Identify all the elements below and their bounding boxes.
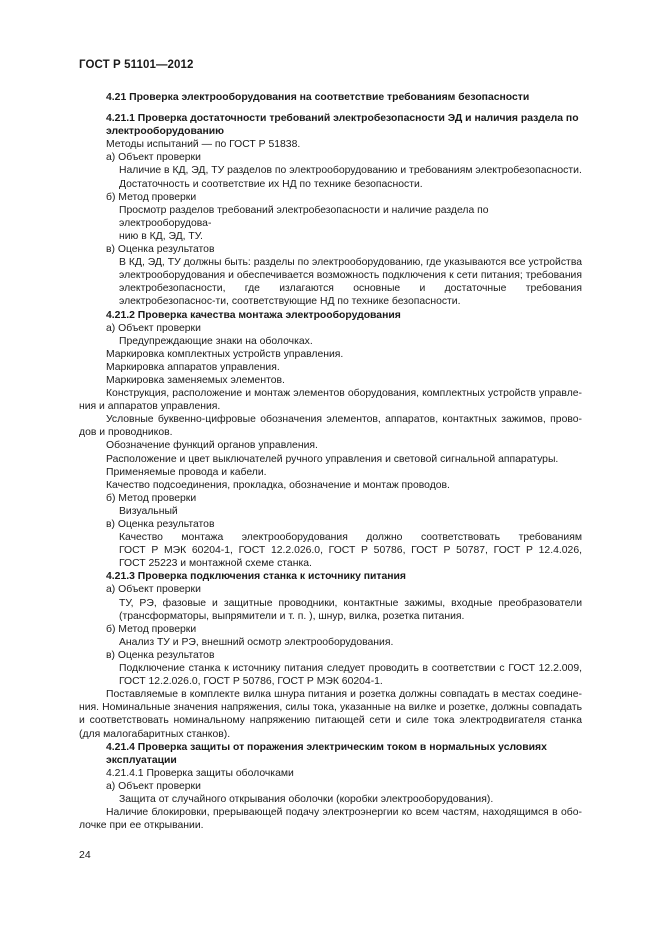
section-heading: эксплуатации bbox=[106, 754, 177, 766]
paragraph-line: В КД, ЭД, ТУ должны быть: разделы по электрооборудованию, где указываются все устройства электрооборудования и обеспечивается возможность подключения к сети питания; требования электробезопасности, где излагаются основные и достаточные требования электробезопаснос-ти, соответствующие НД по технике безопасности. bbox=[119, 257, 582, 308]
paragraph-line: в) Оценка результатов bbox=[106, 244, 215, 256]
section-heading: 4.21 Проверка электрооборудования на соответствие требованиям безопасности bbox=[106, 92, 530, 103]
paragraph-line: ТУ, РЭ, фазовые и защитные проводники, контактные зажимы, входные преобразователи (трансформаторы, выпрямители и т. п. ), шнур, вилка, розетка питания. bbox=[119, 597, 582, 622]
section-heading: 4.21.1 Проверка достаточности требований электробезопасности ЭД и наличия раздела по bbox=[106, 113, 579, 125]
paragraph-line: б) Метод проверки bbox=[106, 191, 197, 203]
paragraph-line: Методы испытаний — по ГОСТ Р 51838. bbox=[106, 139, 301, 151]
paragraph-line: ГОСТ 25223 и монтажной схеме станка. bbox=[119, 558, 312, 570]
paragraph-line: б) Метод проверки bbox=[106, 492, 197, 504]
paragraph-line: Анализ ТУ и РЭ, внешний осмотр электрооборудования. bbox=[119, 636, 394, 648]
section-heading: 4.21.2 Проверка качества монтажа электрооборудования bbox=[106, 309, 401, 321]
paragraph-line: а) Объект проверки bbox=[106, 322, 201, 334]
paragraph-line: Маркировка заменяемых элементов. bbox=[106, 374, 285, 386]
paragraph-line: нию в КД, ЭД, ТУ. bbox=[119, 230, 203, 242]
paragraph-line: Конструкция, расположение и монтаж элементов оборудования, комплектных устройств управле-ния и аппаратов управления. bbox=[79, 388, 582, 413]
paragraph-line: Качество подсоединения, прокладка, обозначение и монтаж проводов. bbox=[106, 479, 450, 491]
paragraph-line: Поставляемые в комплекте вилка шнура питания и розетка должны совпадать в местах соедине-ния. Номинальные значения напряжения, силы тока, указанные на вилке и розетке, должны совпадать и соответствовать номинальному напряжению питающей сети и силе тока электродвигателя станка (для малогабаритных станков). bbox=[79, 689, 582, 740]
paragraph-line: Маркировка комплектных устройств управления. bbox=[106, 348, 344, 360]
section-heading: электрооборудованию bbox=[106, 126, 225, 138]
paragraph-line: а) Объект проверки bbox=[106, 584, 201, 596]
paragraph-line: Просмотр разделов требований электробезопасности и наличие раздела по электрооборудова- bbox=[119, 204, 489, 229]
section-heading: 4.21.4 Проверка защиты от поражения электрическим током в нормальных условиях bbox=[106, 741, 547, 753]
paragraph-line: Обозначение функций органов управления. bbox=[106, 440, 318, 452]
paragraph-line: 4.21.4.1 Проверка защиты оболочками bbox=[106, 767, 294, 779]
paragraph-line: Маркировка аппаратов управления. bbox=[106, 361, 280, 373]
page-number: 24 bbox=[79, 849, 91, 861]
document-body bbox=[79, 91, 582, 832]
spacer bbox=[79, 104, 582, 112]
paragraph-line: Применяемые провода и кабели. bbox=[106, 466, 267, 478]
paragraph-line: Наличие блокировки, прерывающей подачу электроэнергии ко всем частям, находящимся в обо-лочке при ее открывании. bbox=[79, 807, 582, 832]
paragraph-line: в) Оценка результатов bbox=[106, 519, 215, 530]
paragraph-line: б) Метод проверки bbox=[106, 623, 197, 635]
paragraph-line: Расположение и цвет выключателей ручного управления и световой сигнальной аппаратуры. bbox=[106, 453, 559, 465]
paragraph-line: в) Оценка результатов bbox=[106, 649, 215, 661]
document-header: ГОСТ Р 51101—2012 bbox=[79, 59, 194, 71]
paragraph-line: Достаточность и соответствие их НД по технике безопасности. bbox=[119, 178, 423, 190]
paragraph-line: Качество монтажа электрооборудования должно соответствовать требованиям bbox=[119, 532, 582, 544]
paragraph-line: Условные буквенно-цифровые обозначения элементов, аппаратов, контактных зажимов, прово-дов и проводников. bbox=[79, 414, 582, 439]
paragraph-line: Наличие в КД, ЭД, ТУ разделов по электрооборудованию и требованиям электробезопасности. bbox=[119, 165, 582, 177]
section-heading: 4.21.3 Проверка подключения станка к источнику питания bbox=[106, 571, 406, 583]
paragraph-line: Предупреждающие знаки на оболочках. bbox=[119, 335, 313, 347]
paragraph-line: а) Объект проверки bbox=[106, 780, 201, 792]
paragraph-line: а) Объект проверки bbox=[106, 152, 201, 164]
paragraph-line: ГОСТ Р МЭК 60204-1, ГОСТ 12.2.026.0, ГОСТ Р 50786, ГОСТ Р 50787, ГОСТ Р 12.4.026, bbox=[119, 545, 582, 557]
paragraph-line: Подключение станка к источнику питания следует проводить в соответствии с ГОСТ 12.2.009, ГОСТ 12.2.026.0, ГОСТ Р 50786, ГОСТ Р МЭК 60204-1. bbox=[119, 663, 582, 688]
paragraph-line: Визуальный bbox=[119, 505, 178, 517]
paragraph-line: Защита от случайного открывания оболочки (коробки электрооборудования). bbox=[119, 793, 494, 805]
